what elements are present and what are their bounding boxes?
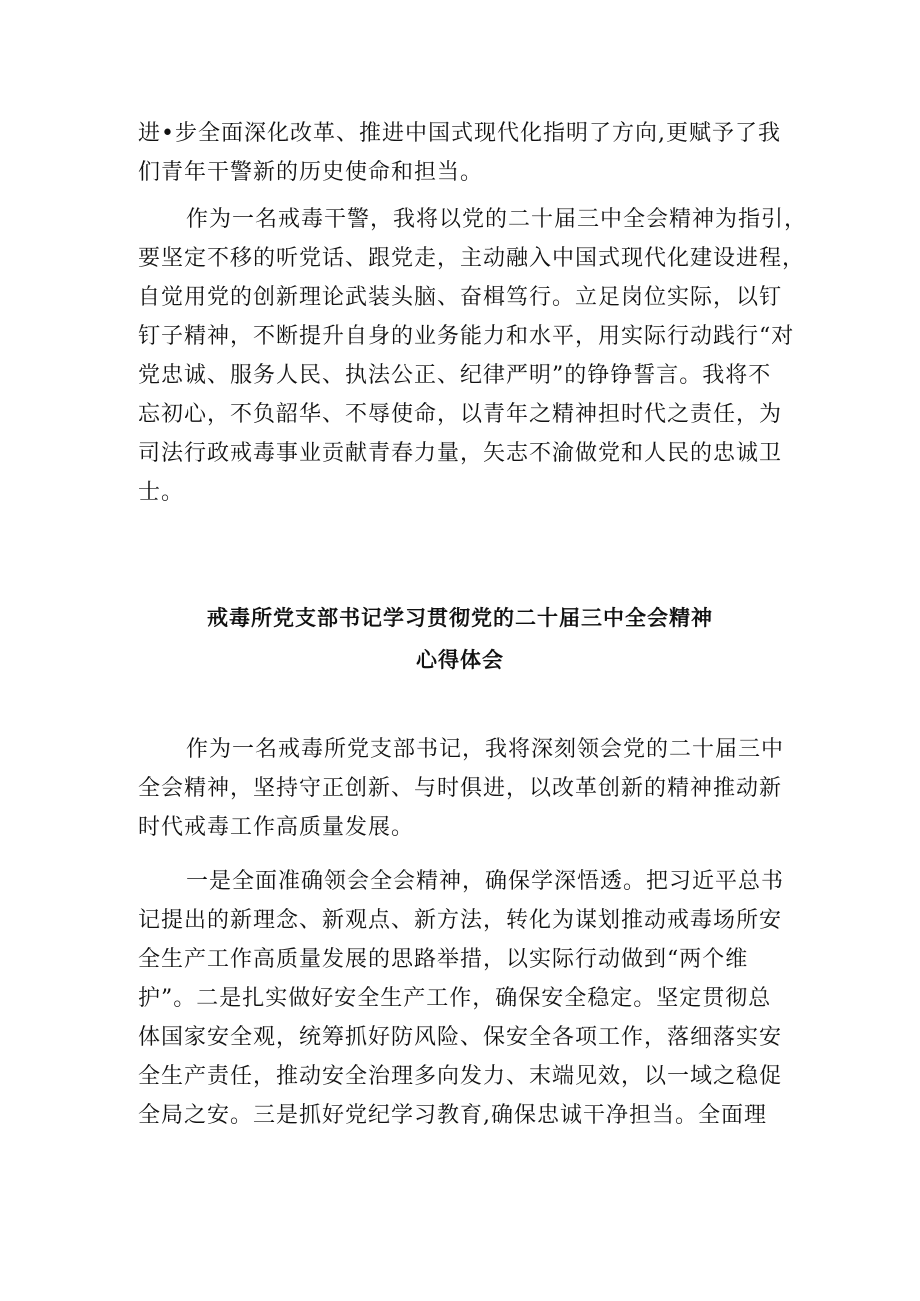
text-line: 全生产责任，推动安全治理多向发力、末端见效，以一域之稳促 xyxy=(138,1064,783,1089)
text-line: 忘初心，不负韶华、不辱使命，以青年之精神担时代之责任，为 xyxy=(138,402,783,427)
text-line: 一是全面准确领会全会精神，确保学深悟透。把习近平总书 xyxy=(186,869,785,894)
text-line: 作为一名戒毒干警，我将以党的二十届三中全会精神为指引， xyxy=(186,207,808,232)
text-line: 全局之安。三是抓好党纪学习教育,确保忠诚干净担当。全面理 xyxy=(138,1103,767,1128)
text-line: 钉子精神，不断提升自身的业务能力和水平，用实际行动践行“对 xyxy=(138,324,795,349)
text-line: 护”。二是扎实做好安全生产工作，确保安全稳定。坚定贯彻总 xyxy=(138,986,772,1011)
text-line: 记提出的新理念、新观点、新方法，转化为谋划推动戒毒场所安 xyxy=(138,908,783,933)
text-line: 司法行政戒毒事业贡献青春力量，矢志不渝做党和人民的忠诚卫 xyxy=(138,441,783,466)
text-line: 党忠诚、服务人民、执法公正、纪律严明”的铮铮誓言。我将不 xyxy=(138,363,772,388)
text-line: 士。 xyxy=(138,480,185,505)
article-title-line-1: 戒毒所党支部书记学习贯彻党的二十届三中全会精神 xyxy=(207,605,713,630)
text-line: 时代戒毒工作高质量发展。 xyxy=(138,815,415,840)
text-line: 要坚定不移的听党话、跟党走，主动融入中国式现代化建设进程， xyxy=(138,246,806,271)
text-line: 全会精神，坚持守正创新、与时俱进，以改革创新的精神推动新 xyxy=(138,776,783,801)
text-line: 体国家安全观，统筹抓好防风险、保安全各项工作，落细落实安 xyxy=(138,1025,783,1050)
continuation-paragraph xyxy=(138,114,788,192)
text-line: 们青年干警新的历史使命和担当。 xyxy=(138,160,484,185)
paragraph-cadre-pledge xyxy=(138,200,808,512)
paragraph-measures xyxy=(138,862,788,1135)
text-line: 全生产工作高质量发展的思路举措，以实际行动做到“两个维 xyxy=(138,947,749,972)
paragraph-intro xyxy=(138,730,788,847)
article-title xyxy=(120,597,800,681)
text-line: 进•步全面深化改革、推进中国式现代化指明了方向,更赋予了我 xyxy=(138,121,781,146)
text-line: 自觉用党的创新理论武装头脑、奋楫笃行。立足岗位实际，以钉 xyxy=(138,285,783,310)
text-line: 作为一名戒毒所党支部书记，我将深刻领会党的二十届三中 xyxy=(186,737,785,762)
article-title-line-2: 心得体会 xyxy=(416,647,504,672)
